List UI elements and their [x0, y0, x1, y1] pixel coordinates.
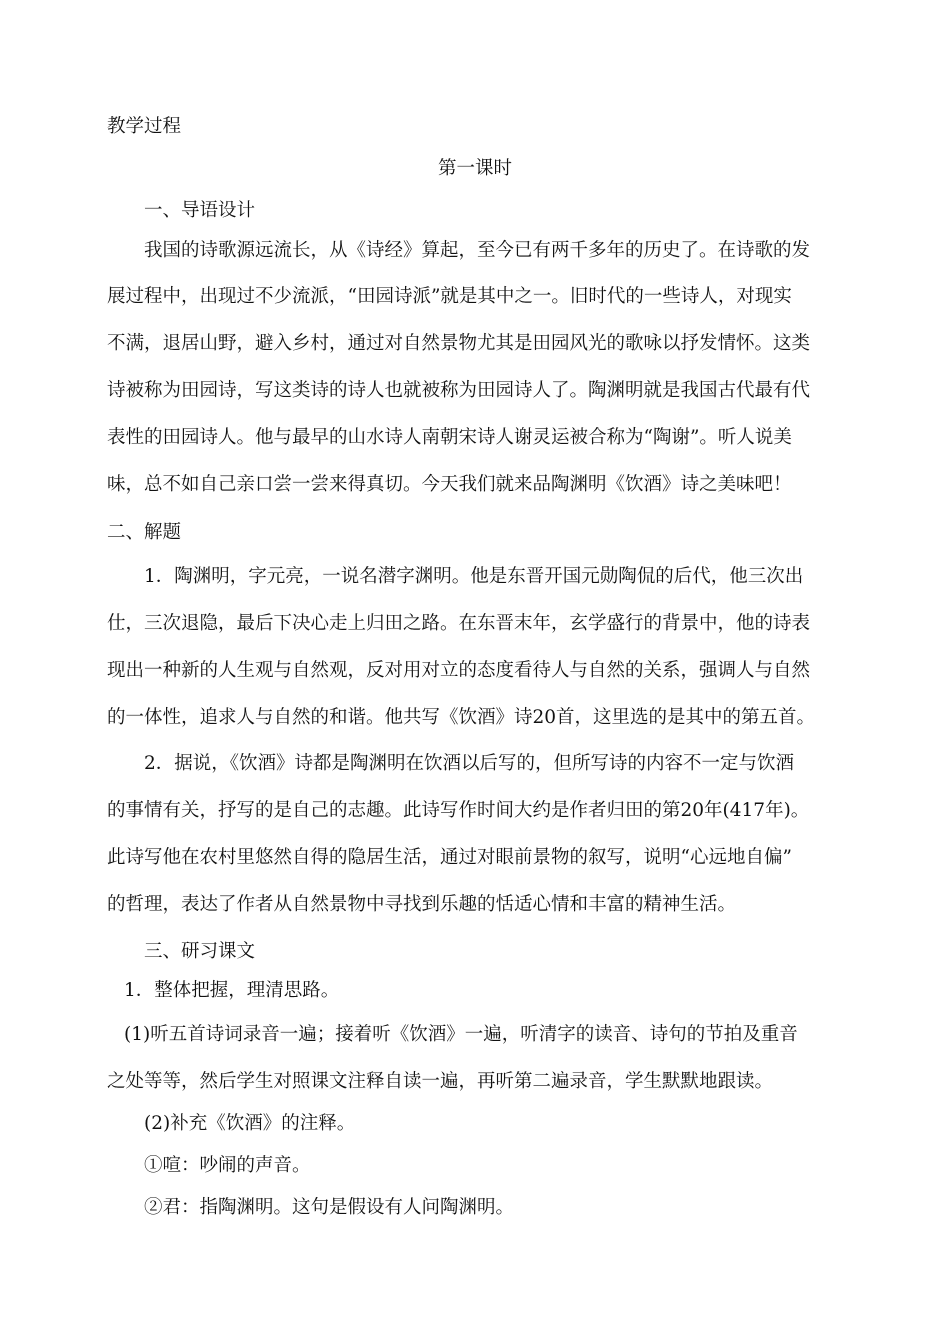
section-heading-study: 三、研习课文 — [144, 941, 256, 962]
paragraph-line: 1．陶渊明，字元亮，一说名潜字渊明。他是东晋开国元勋陶侃的后代，他三次出 — [144, 566, 804, 587]
paragraph-line: 我国的诗歌源远流长，从《诗经》算起，至今已有两千多年的历史了。在诗歌的发 — [144, 240, 811, 261]
paragraph-line: (1)听五首诗词录音一遍；接着听《饮酒》一遍，听清字的读音、诗句的节拍及重音 — [124, 1024, 798, 1045]
document-title: 教学过程 — [107, 116, 182, 137]
paragraph-line: 之处等等，然后学生对照课文注释自读一遍，再听第二遍录音，学生默默地跟读。 — [107, 1071, 774, 1092]
paragraph-line: 的一体性，追求人与自然的和谐。他共写《饮酒》诗20首，这里选的是其中的第五首。 — [107, 707, 816, 728]
paragraph-line: 表性的田园诗人。他与最早的山水诗人南朝宋诗人谢灵运被合称为“陶谢”。听人说美 — [107, 427, 792, 448]
section-heading-intro: 一、导语设计 — [144, 200, 256, 221]
paragraph-line: 的哲理，表达了作者从自然景物中寻找到乐趣的恬适心情和丰富的精神生活。 — [107, 894, 737, 915]
paragraph-line: 现出一种新的人生观与自然观，反对用对立的态度看待人与自然的关系，强调人与自然 — [107, 660, 811, 681]
annotation-item: ②君：指陶渊明。这句是假设有人问陶渊明。 — [144, 1197, 515, 1218]
paragraph-line: 仕，三次退隐，最后下决心走上归田之路。在东晋末年，玄学盛行的背景中，他的诗表 — [107, 613, 811, 634]
paragraph-line: 味，总不如自己亲口尝一尝来得真切。今天我们就来品陶渊明《饮酒》诗之美味吧！ — [107, 474, 792, 495]
step-heading: 1．整体把握，理清思路。 — [124, 980, 340, 1001]
paragraph-line: 不满，退居山野，避入乡村，通过对自然景物尤其是田园风光的歌咏以抒发情怀。这类 — [107, 333, 811, 354]
annotation-item: ①喧：吵闹的声音。 — [144, 1155, 311, 1176]
paragraph-line: 诗被称为田园诗，写这类诗的诗人也就被称为田园诗人了。陶渊明就是我国古代最有代 — [107, 380, 811, 401]
document-subtitle: 第一课时 — [437, 158, 512, 179]
paragraph-line: 此诗写他在农村里悠然自得的隐居生活，通过对眼前景物的叙写，说明“心远地自偏” — [107, 847, 792, 868]
sub-step-heading: (2)补充《饮酒》的注释。 — [144, 1113, 356, 1134]
paragraph-line: 的事情有关，抒写的是自己的志趣。此诗写作时间大约是作者归田的第20年(417年)。 — [107, 800, 810, 821]
paragraph-line: 2．据说，《饮酒》诗都是陶渊明在饮酒以后写的，但所写诗的内容不一定与饮酒 — [144, 753, 795, 774]
paragraph-line: 展过程中，出现过不少流派，“田园诗派”就是其中之一。旧时代的一些诗人，对现实 — [107, 286, 792, 307]
section-heading-explanation: 二、解题 — [107, 522, 182, 543]
